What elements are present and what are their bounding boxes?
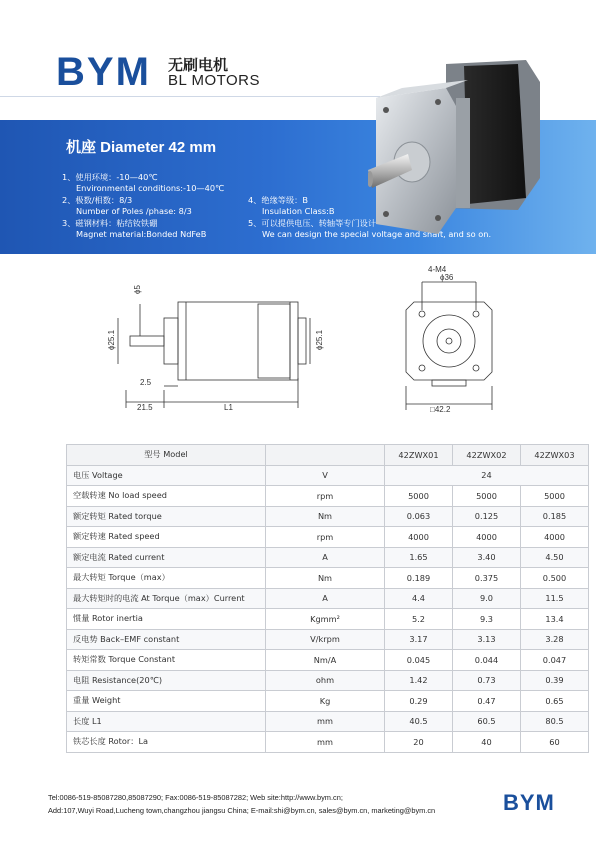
- row-label: 重量 Weight: [67, 691, 266, 712]
- shaft-length-label: 21.5: [137, 403, 153, 412]
- row-value: 0.375: [453, 568, 521, 589]
- footer-address: Add:107,Wuyi Road,Lucheng town,changzhou jiangsu China; E-mail:shi@bym.cn, sales@bym.cn, marketing@bym.cn: [48, 806, 436, 815]
- table-row: [67, 547, 589, 568]
- row-value: 0.045: [385, 650, 453, 671]
- row-value: 0.47: [453, 691, 521, 712]
- row-value: 4.50: [521, 547, 589, 568]
- header-model-1: 42ZWX01: [385, 445, 453, 466]
- row-value: 60: [521, 732, 589, 753]
- row-value: 4000: [385, 527, 453, 548]
- row-value: 40: [453, 732, 521, 753]
- brand-name-cn: 无刷电机: [168, 56, 229, 74]
- row-value: 5.2: [385, 609, 453, 630]
- footer-logo: BYM: [503, 790, 555, 815]
- footer-contact: Tel:0086-519-85087280,85087290; Fax:0086-519-85087282; Web site:http://www.bym.cn;: [48, 793, 343, 802]
- row-unit: ohm: [266, 670, 385, 691]
- row-value: 1.65: [385, 547, 453, 568]
- spec-5-en: We can design the special voltage and shaft, and so on.: [262, 229, 492, 239]
- table-row: [67, 629, 589, 650]
- row-value: 3.13: [453, 629, 521, 650]
- row-value: 80.5: [521, 711, 589, 732]
- dimension-drawing: [0, 258, 596, 428]
- header-unit: [266, 445, 385, 466]
- shaft-diameter-label: ϕ5: [133, 285, 142, 294]
- row-label: 转矩常数 Torque Constant: [67, 650, 266, 671]
- row-unit: mm: [266, 711, 385, 732]
- table-row: [67, 732, 589, 753]
- brand-name-en: BL MOTORS: [168, 72, 261, 89]
- table-row: [67, 527, 589, 548]
- table-row: [67, 670, 589, 691]
- row-label: 额定转矩 Rated torque: [67, 506, 266, 527]
- row-value: 5000: [453, 486, 521, 507]
- row-value: 0.185: [521, 506, 589, 527]
- spec-2-cn: 2、极数/相数：8/3: [62, 195, 133, 205]
- spec-5-cn: 5、可以提供电压、转轴等专门设计: [248, 218, 377, 228]
- row-label: 长度 L1: [67, 711, 266, 732]
- row-value: 0.189: [385, 568, 453, 589]
- header-model: 型号 Model: [67, 445, 266, 466]
- row-label: 电压 Voltage: [67, 465, 266, 486]
- row-value: 3.40: [453, 547, 521, 568]
- row-unit: Kgmm²: [266, 609, 385, 630]
- spec-table: [66, 444, 589, 753]
- spec-4-cn: 4、绝缘等级：B: [248, 195, 308, 205]
- body-length-label: L1: [224, 403, 233, 412]
- front-view: [406, 282, 492, 410]
- row-label: 反电势 Back–EMF constant: [67, 629, 266, 650]
- table-row: [67, 609, 589, 630]
- row-label: 最大转矩时的电流 At Torque（max）Current: [67, 588, 266, 609]
- row-value: 60.5: [453, 711, 521, 732]
- table-row: [67, 650, 589, 671]
- row-unit: Kg: [266, 691, 385, 712]
- boss-length-label: 2.5: [140, 378, 152, 387]
- row-value: 0.063: [385, 506, 453, 527]
- row-unit: V/krpm: [266, 629, 385, 650]
- row-label: 最大转矩 Torque（max）: [67, 568, 266, 589]
- spec-4-en: Insulation Class:B: [262, 206, 335, 216]
- table-row: [67, 588, 589, 609]
- row-unit: rpm: [266, 486, 385, 507]
- row-value: 0.500: [521, 568, 589, 589]
- row-value: 9.3: [453, 609, 521, 630]
- header-divider: [0, 96, 380, 97]
- row-label: 惯量 Rotor inertia: [67, 609, 266, 630]
- row-value: 5000: [521, 486, 589, 507]
- page-title: 机座 Diameter 42 mm: [66, 139, 217, 156]
- boss-diameter-label: ϕ25.1: [107, 329, 116, 350]
- header-model-2: 42ZWX02: [453, 445, 521, 466]
- table-row: [67, 486, 589, 507]
- rear-boss-diameter-label: ϕ25.1: [315, 329, 324, 350]
- row-unit: rpm: [266, 527, 385, 548]
- row-unit: mm: [266, 732, 385, 753]
- row-value: 11.5: [521, 588, 589, 609]
- row-value: 4000: [453, 527, 521, 548]
- spec-3-cn: 3、磁钢材料：粘结钕铁硼: [62, 218, 158, 228]
- row-value: 20: [385, 732, 453, 753]
- table-row: [67, 506, 589, 527]
- row-unit: Nm: [266, 506, 385, 527]
- row-value: 0.29: [385, 691, 453, 712]
- row-value: 4.4: [385, 588, 453, 609]
- spec-1-en: Environmental conditions:-10—40℃: [76, 183, 225, 193]
- spec-3-en: Magnet material:Bonded NdFeB: [76, 229, 207, 239]
- row-label: 额定转速 Rated speed: [67, 527, 266, 548]
- table-row: [67, 568, 589, 589]
- row-value: 0.39: [521, 670, 589, 691]
- row-value: 0.65: [521, 691, 589, 712]
- mount-holes-label: 4-M4: [428, 265, 447, 274]
- row-unit: V: [266, 465, 385, 486]
- row-unit: Nm: [266, 568, 385, 589]
- logo-text: BYM: [56, 50, 151, 94]
- row-unit: A: [266, 588, 385, 609]
- row-value: 13.4: [521, 609, 589, 630]
- row-value: 0.047: [521, 650, 589, 671]
- row-value: 1.42: [385, 670, 453, 691]
- row-value: 3.17: [385, 629, 453, 650]
- table-header-row: [67, 445, 589, 466]
- row-value: 3.28: [521, 629, 589, 650]
- table-row: [67, 465, 589, 486]
- spec-1-cn: 1、使用环境：-10—40℃: [62, 172, 158, 182]
- row-unit: A: [266, 547, 385, 568]
- spec-2-en: Number of Poles /phase: 8/3: [76, 206, 192, 216]
- row-label: 额定电流 Rated current: [67, 547, 266, 568]
- row-value: 9.0: [453, 588, 521, 609]
- bolt-circle-label: ϕ36: [440, 273, 454, 282]
- row-value: 40.5: [385, 711, 453, 732]
- header-model-3: 42ZWX03: [521, 445, 589, 466]
- row-unit: Nm/A: [266, 650, 385, 671]
- row-label: 电阻 Resistance(20℃): [67, 670, 266, 691]
- flange-size-label: □42.2: [430, 405, 451, 414]
- row-value: 0.044: [453, 650, 521, 671]
- table-row: [67, 691, 589, 712]
- side-view: [118, 302, 310, 408]
- row-value: 0.73: [453, 670, 521, 691]
- row-value: 24: [385, 465, 589, 486]
- table-row: [67, 711, 589, 732]
- row-label: 铁芯长度 Rotor：La: [67, 732, 266, 753]
- motor-photo: [368, 58, 544, 248]
- row-value: 0.125: [453, 506, 521, 527]
- row-value: 4000: [521, 527, 589, 548]
- row-value: 5000: [385, 486, 453, 507]
- row-label: 空载转速 No load speed: [67, 486, 266, 507]
